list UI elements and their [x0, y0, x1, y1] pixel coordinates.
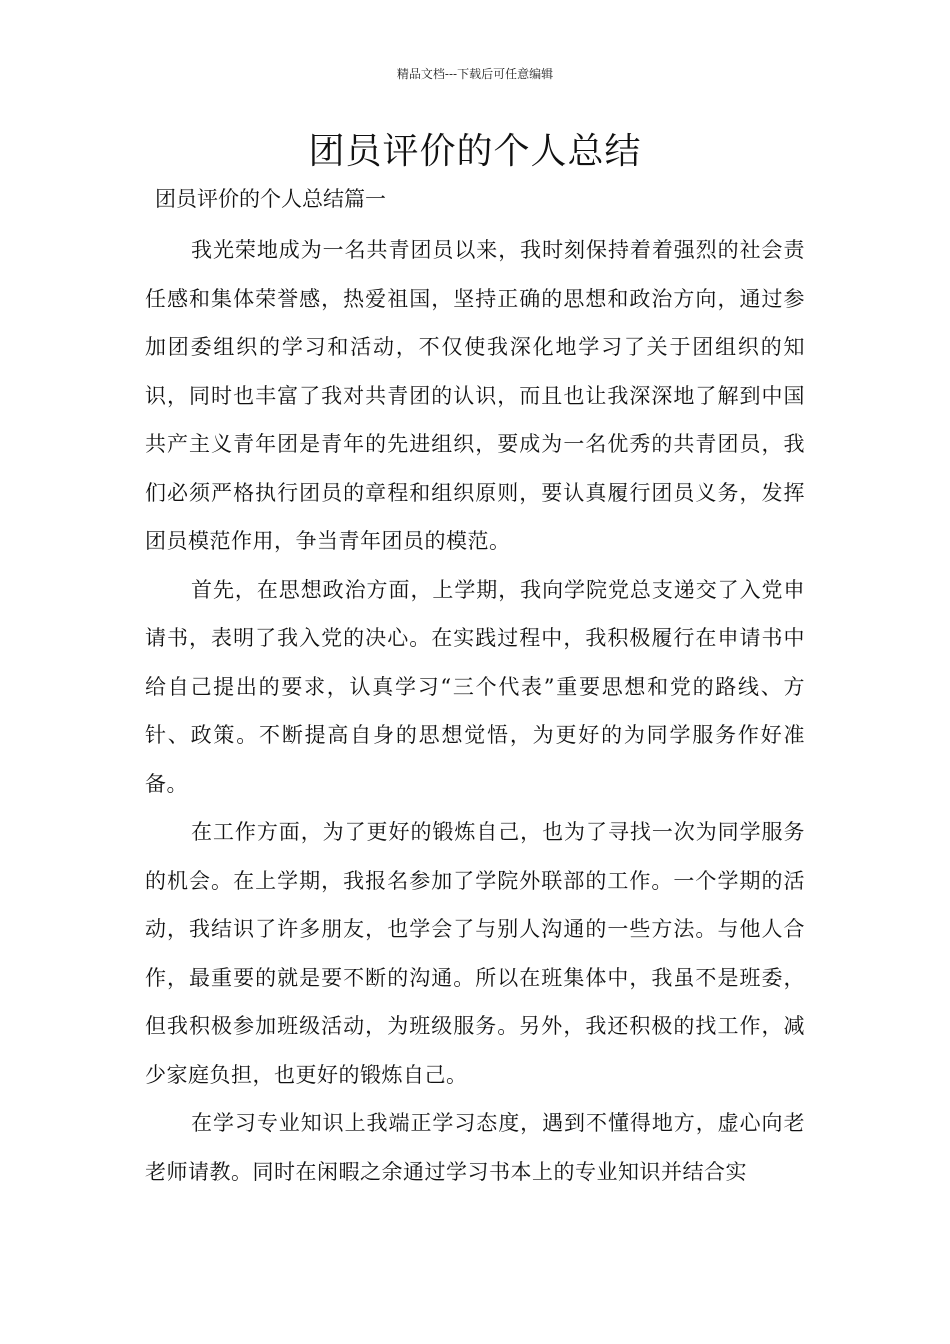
paragraph-4: 在学习专业知识上我端正学习态度，遇到不懂得地方，虚心向老老师请教。同时在闲暇之余通过学习书本上的专业知识并结合实: [145, 1111, 805, 1184]
document-body: [145, 226, 805, 1196]
paragraph-3: 在工作方面，为了更好的锻炼自己，也为了寻找一次为同学服务的机会。在上学期，我报名参加了学院外联部的工作。一个学期的活动，我结识了许多朋友，也学会了与别人沟通的一些方法。与他人合作，最重要的就是要不断的沟通。所以在班集体中，我虽不是班委，但我积极参加班级活动，为班级服务。另外，我还积极的找工作，减少家庭负担，也更好的锻炼自己。: [145, 820, 805, 1087]
paragraph-1: 我光荣地成为一名共青团员以来，我时刻保持着着强烈的社会责任感和集体荣誉感，热爱祖国，坚持正确的思想和政治方向，通过参加团委组织的学习和活动，不仅使我深化地学习了关于团组织的知识，同时也丰富了我对共青团的认识，而且也让我深深地了解到中国共产主义青年团是青年的先进组织，要成为一名优秀的共青团员，我们必须严格执行团员的章程和组织原则，要认真履行团员义务，发挥团员模范作用，争当青年团员的模范。: [145, 238, 805, 553]
document-title: 团员评价的个人总结: [308, 131, 642, 172]
document-subtitle: 团员评价的个人总结篇一: [155, 187, 386, 211]
page-header: 精品文档---下载后可任意编辑: [396, 67, 554, 81]
paragraph-2: 首先，在思想政治方面，上学期，我向学院党总支递交了入党申请书，表明了我入党的决心。在实践过程中，我积极履行在申请书中给自己提出的要求，认真学习“三个代表”重要思想和党的路线、方针、政策。不断提高自身的思想觉悟，为更好的为同学服务作好准备。: [145, 577, 805, 796]
